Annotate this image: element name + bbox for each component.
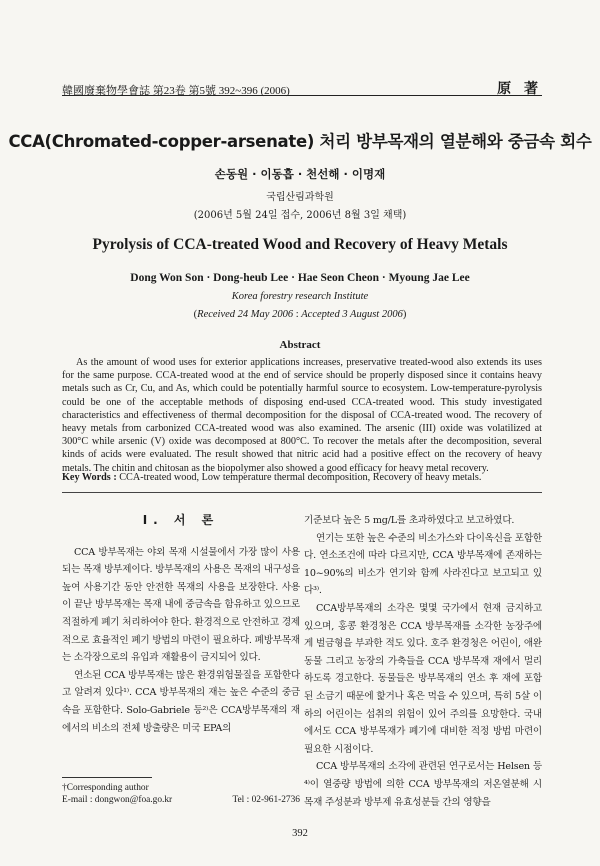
korean-dates: (2006년 5월 24일 접수, 2006년 8월 3일 채택) bbox=[193, 210, 407, 221]
body-paragraph: CCA 방부목재는 야외 목재 시설물에서 가장 많이 사용 되는 목재 방부제이다. 방부목재의 사용은 목재의 내구성을 높여 사용기간 동안 안전한 목재의 사용을 보장한다. 사용이 끝난 방부목재는 목재 내에 중금속을 함유하고 있으므로 적절하게 폐기 처리하여야 한다. 환경적으로 안전하고 경제적으로 효율적인 폐기 방법의 마련이 필요하다. 폐방부목재는 소각장으로의 유입과 재활용이 금지되어 있다. bbox=[62, 546, 300, 664]
accepted-date: Accepted 3 August 2006 bbox=[301, 309, 403, 320]
dates-separator: : bbox=[293, 309, 302, 320]
footnote-rule bbox=[62, 777, 152, 778]
body-paragraph: CCA 방부목재의 소각에 관련된 연구로서는 Helsen 등⁴⁾이 열중량 방법에 의한 CCA 방부목재의 저온열분해 시 목재 주성분과 방부제 유효성분들 간의 영향을 bbox=[304, 761, 542, 808]
keywords-label: Key Words : bbox=[62, 472, 117, 483]
section-heading-introduction: I. 서 론 bbox=[142, 513, 220, 527]
header-rule bbox=[62, 95, 542, 96]
body-paragraph: 기준보다 높은 5 mg/L를 초과하였다고 보고하였다. bbox=[304, 515, 515, 526]
journal-citation: 韓國廢棄物學會誌 第23卷 第5號 392~396 (2006) bbox=[62, 85, 290, 97]
abstract-text: As the amount of wood uses for exterior applications increases, preservative treated-wood also extends its uses for the same purpose. CCA-treated wood at the end of service should be properly disposed since it contains heavy metals such as Cr, Cu, and As, which could be potentially harmful source to ecosystem. Low-temperature-pyrolysis could be one of the acceptable methods of disposing end-used CCA-treated wood. This study investigated characteristics and effectiveness of thermal decomposition for the disposal of CCA-treated wood. The recovery of heavy metals from carbonized CCA-treated wood was also examined. The arsenic (III) oxide was volatilized at 300°C while arsenic (V) oxide was decomposed at 800°C. To recover the metals after the decomposition, several kinds of acids were evaluated. The result showed that nitric acid had a positive effect on the recovery of heavy metals. The chitin and chitosan as the biopolymer also showed a good efficacy for heavy metal recovery. bbox=[62, 357, 542, 474]
english-title: Pyrolysis of CCA-treated Wood and Recovery of Heavy Metals bbox=[92, 236, 508, 253]
right-column bbox=[304, 512, 542, 811]
body-paragraph: CCA방부목재의 소각은 몇몇 국가에서 현재 금지하고 있으며, 홍콩 환경청은 CCA 방부목재를 소각한 농장주에게 벌금형을 부과한 적도 있다. 호주 환경청은 어린이, 애완동물 그리고 농장의 가축들을 CCA 방부목재 재에서 멀리하도록 경고한다. 동물들은 방부목재의 연소 후 재에 포함된 소금기 때문에 핥거나 혹은 먹을 수 있으며, 특히 5살 이하의 어린이는 섭취의 위험이 있어 주의를 요망한다. 국내에서도 CCA 방부목재가 폐기에 대비한 적정 방법 마련이 필요한 시점이다. bbox=[304, 602, 542, 755]
left-column bbox=[62, 510, 300, 737]
footnote bbox=[62, 782, 300, 806]
body-paragraph: 연기는 또한 높은 수준의 비소가스와 다이옥신을 포함한다. 연소조건에 따라 다르지만, CCA 방부목재에 존재하는 10~90%의 비소가 연기와 함께 사라진다고 보고되고 있다³⁾. bbox=[304, 532, 542, 597]
abstract-heading: Abstract bbox=[279, 339, 321, 351]
abstract-rule bbox=[62, 492, 542, 493]
keywords-text: CCA-treated wood, Low temperature thermal decomposition, Recovery of heavy metals. bbox=[116, 472, 482, 483]
page-number: 392 bbox=[292, 828, 308, 839]
english-affiliation: Korea forestry research Institute bbox=[231, 291, 369, 302]
dates-close: ) bbox=[402, 309, 407, 320]
body-paragraph: 연소된 CCA 방부목재는 많은 환경위험물질을 포함한다고 알려져 있다¹⁾. CCA 방부목재의 재는 높은 수준의 중금속을 포함한다. Solo-Gabriele 등²⁾은 CCA방부목재의 재에서의 비소의 전체 방출량은 미국 EPA의 bbox=[62, 669, 300, 734]
english-dates bbox=[0, 309, 600, 320]
received-date: Received 24 May 2006 bbox=[197, 309, 294, 320]
english-authors: Dong Won Son · Dong-heub Lee · Hae Seon Cheon · Myoung Jae Lee bbox=[130, 272, 470, 284]
dates-open: ( bbox=[193, 309, 198, 320]
korean-title: CCA(Chromated-copper-arsenate) 처리 방부목재의 열분해와 중금속 회수 bbox=[8, 132, 592, 151]
footnote-label: †Corresponding author bbox=[62, 783, 149, 793]
article-type-tag: 原 著 bbox=[497, 81, 542, 97]
korean-affiliation: 국립산림과학원 bbox=[266, 192, 334, 203]
keywords bbox=[62, 472, 542, 483]
footnote-email: E-mail : dongwon@foa.go.kr bbox=[62, 795, 173, 805]
footnote-tel: Tel : 02-961-2736 bbox=[232, 795, 300, 805]
korean-authors: 손동원 · 이동흡 · 천선해 · 이명재 bbox=[214, 167, 386, 181]
